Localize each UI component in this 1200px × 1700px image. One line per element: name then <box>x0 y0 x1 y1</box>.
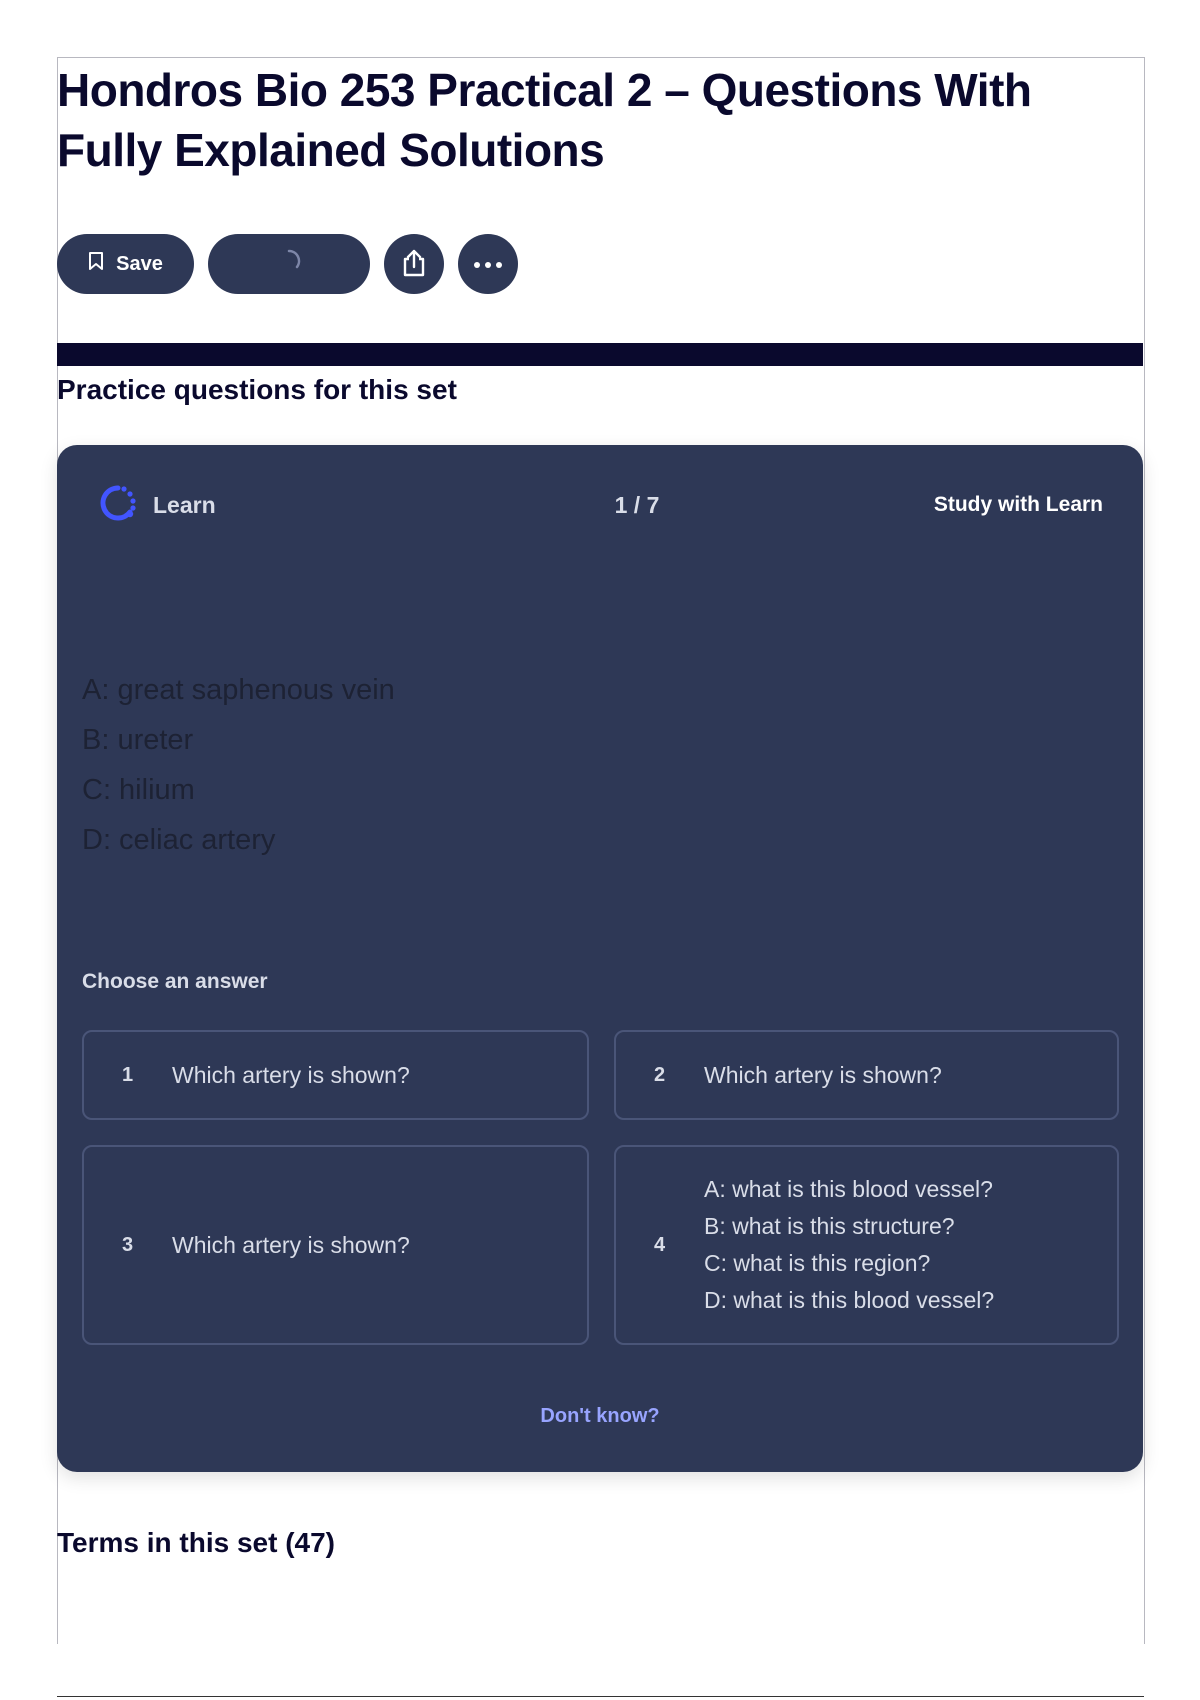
option-line: A: what is this blood vessel? <box>704 1176 993 1202</box>
bookmark-icon <box>88 251 104 277</box>
option-text <box>704 1171 994 1319</box>
practice-heading: Practice questions for this set <box>57 374 457 405</box>
prompt-line: B: ureter <box>82 724 194 756</box>
option-line: D: what is this blood vessel? <box>704 1287 995 1313</box>
page-title: Hondros Bio 253 Practical 2 – Questions With Fully Explained Solutions <box>57 64 1032 176</box>
save-button[interactable] <box>57 234 194 294</box>
question-prompt <box>82 665 395 865</box>
learn-label: Learn <box>153 491 216 518</box>
option-number: 2 <box>654 1063 666 1086</box>
option-number: 3 <box>122 1233 134 1256</box>
question-counter: 1 / 7 <box>614 492 660 518</box>
save-label: Save <box>116 252 163 275</box>
answer-option-1[interactable] <box>82 1030 589 1120</box>
more-icon <box>473 257 503 272</box>
action-bar <box>57 233 518 295</box>
loading-button[interactable] <box>208 234 370 294</box>
dont-know-button[interactable]: Don't know? <box>540 1405 660 1427</box>
option-number: 1 <box>122 1063 134 1086</box>
option-line: C: what is this region? <box>704 1250 931 1276</box>
study-with-learn-link[interactable]: Study with Learn <box>933 493 1103 516</box>
learn-card-header <box>97 480 1103 530</box>
prompt-line: A: great saphenous vein <box>82 674 395 706</box>
option-number: 4 <box>654 1233 666 1256</box>
prompt-line: C: hilium <box>82 774 195 806</box>
option-text: Which artery is shown? <box>172 1062 410 1088</box>
learn-brand <box>97 480 216 530</box>
prompt-line: D: celiac artery <box>82 824 276 856</box>
option-text: Which artery is shown? <box>704 1062 942 1088</box>
more-options-button[interactable] <box>458 234 518 294</box>
choose-answer-label: Choose an answer <box>82 970 268 993</box>
terms-heading: Terms in this set (47) <box>57 1527 336 1558</box>
bottom-divider <box>57 1696 1144 1697</box>
share-button[interactable] <box>384 234 444 294</box>
divider-bar <box>57 343 1143 366</box>
answer-option-3[interactable] <box>82 1145 589 1345</box>
learn-icon <box>97 482 139 529</box>
answer-option-2[interactable] <box>614 1030 1119 1120</box>
share-icon <box>400 248 428 281</box>
spinner-icon <box>276 248 302 280</box>
option-text: Which artery is shown? <box>172 1232 410 1258</box>
learn-card <box>57 445 1143 1472</box>
answer-option-4[interactable] <box>614 1145 1119 1345</box>
option-line: B: what is this structure? <box>704 1213 955 1239</box>
